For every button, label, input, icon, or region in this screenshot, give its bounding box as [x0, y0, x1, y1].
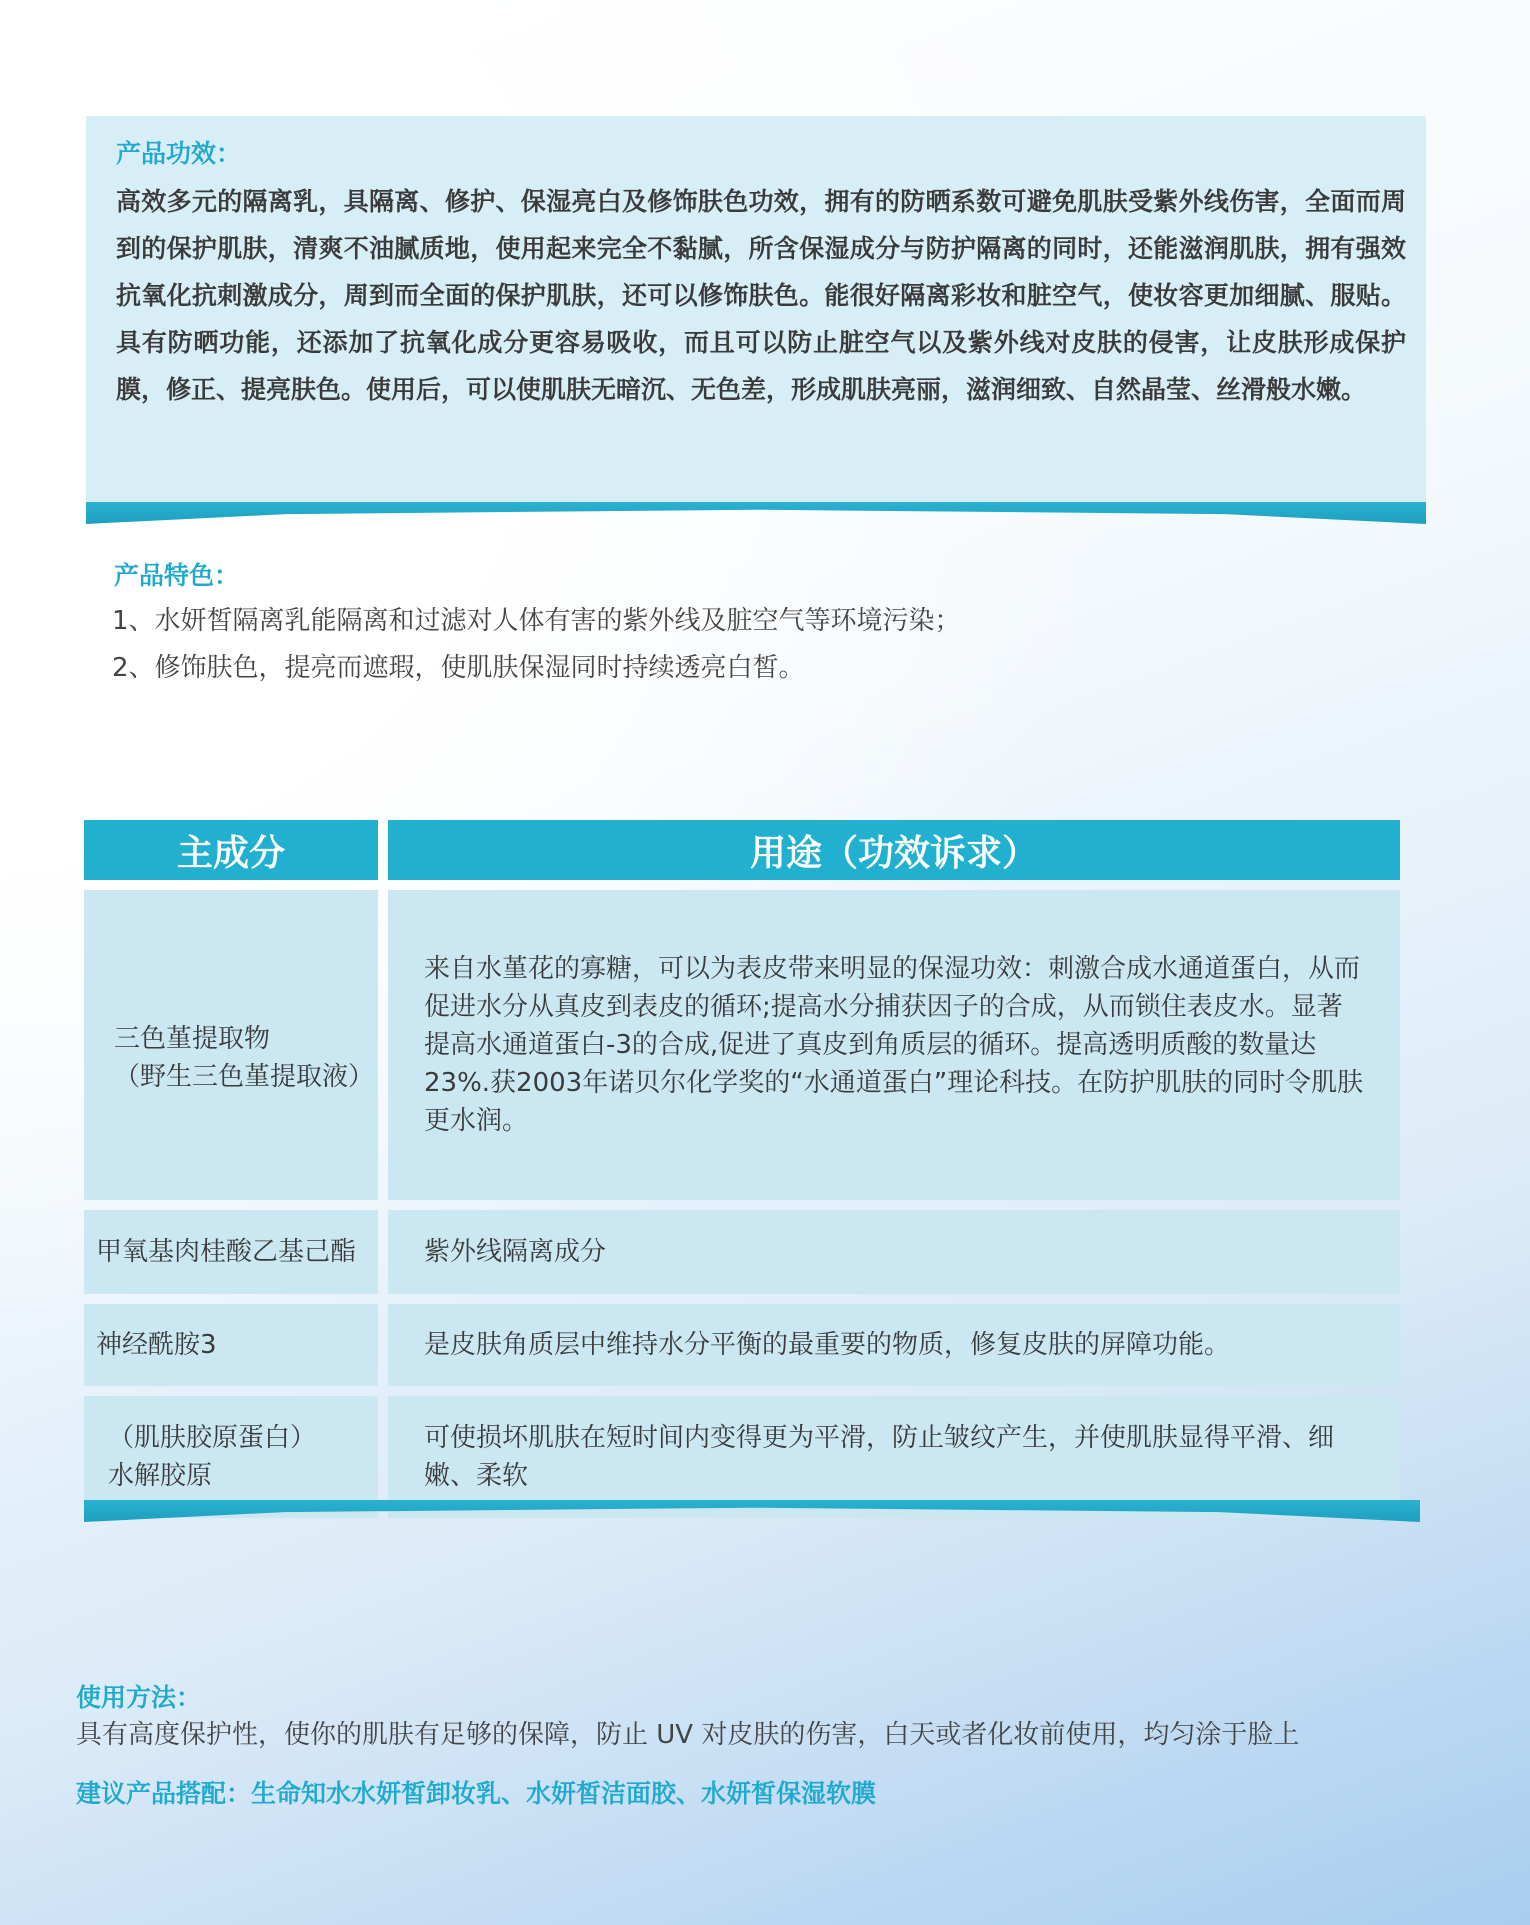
- ingredient-cell: [84, 1396, 378, 1518]
- efficacy-text: 高效多元的隔离乳，具隔离、修护、保湿亮白及修饰肤色功效，拥有的防晒系数可避免肌肤受紫外线伤害，全面而周到的保护肌肤，清爽不油腻质地，使用起来完全不黏腻，所含保湿成分与防护隔离的同时，还能滋润肌肤，拥有强效抗氧化抗刺激成分，周到而全面的保护肌肤，还可以修饰肤色。能很好隔离彩妆和脏空气，使妆容更加细腻、服贴。具有防晒功能，还添加了抗氧化成分更容易吸收，而且可以防止脏空气以及紫外线对皮肤的侵害，让皮肤形成保护膜，修正、提亮肤色。使用后，可以使肌肤无暗沉、无色差，形成肌肤亮丽，滋润细致、自然晶莹、丝滑般水嫩。: [116, 187, 1406, 404]
- ingredient-name: 水解胶原: [108, 1461, 213, 1491]
- ingredient-name: 三色堇提取物: [114, 1024, 271, 1054]
- ingredient-name: 神经酰胺3: [96, 1330, 217, 1360]
- usage-heading: 使用方法：: [76, 1683, 202, 1712]
- usage-cell: 紫外线隔离成分: [388, 1210, 1400, 1294]
- efficacy-heading: 产品功效：: [116, 139, 242, 168]
- usage-cell: 来自水堇花的寡糖，可以为表皮带来明显的保湿功效：刺激合成水通道蛋白，从而促进水分从真皮到表皮的循环;提高水分捕获因子的合成，从而锁住表皮水。显著提高水通道蛋白-3的合成,促进了真皮到角质层的循环。提高透明质酸的数量达23%.获2003年诺贝尔化学奖的“水通道蛋白”理论科技。在防护肌肤的同时令肌肤更水润。: [388, 890, 1400, 1200]
- table-row: [84, 890, 1400, 1200]
- ingredient-cell: [84, 890, 378, 1200]
- feature-item: 2、修饰肤色，提亮而遮瑕，使肌肤保湿同时持续透亮白皙。: [112, 653, 805, 683]
- header-ingredient: 主成分: [84, 820, 378, 880]
- features-heading: 产品特色：: [114, 561, 240, 590]
- ingredient-cell: [84, 1304, 378, 1386]
- usage-text: 具有高度保护性，使你的肌肤有足够的保障，防止 UV 对皮肤的伤害，白天或者化妆前使用，均匀涂于脸上: [76, 1720, 1300, 1750]
- ingredient-cell: [84, 1210, 378, 1294]
- header-usage: 用途（功效诉求）: [388, 820, 1400, 880]
- table-row: [84, 1304, 1400, 1386]
- usage-cell: 可使损坏肌肤在短时间内变得更为平滑，防止皱纹产生，并使肌肤显得平滑、细嫩、柔软: [388, 1396, 1400, 1518]
- panel-accent-bar: [86, 502, 1426, 524]
- features-list: [112, 598, 961, 692]
- feature-item: 1、水妍皙隔离乳能隔离和过滤对人体有害的紫外线及脏空气等环境污染；: [112, 606, 961, 636]
- ingredient-name: （野生三色堇提取液）: [114, 1062, 375, 1092]
- recommend-text: 建议产品搭配：生命知水水妍皙卸妆乳、水妍皙洁面胶、水妍皙保湿软膜: [76, 1779, 877, 1808]
- ingredient-table: [74, 810, 1410, 1528]
- ingredient-name: 甲氧基肉桂酸乙基己酯: [96, 1237, 357, 1267]
- table-row: [84, 1210, 1400, 1294]
- usage-cell: 是皮肤角质层中维持水分平衡的最重要的物质，修复皮肤的屏障功能。: [388, 1304, 1400, 1386]
- ingredient-name: （肌肤胶原蛋白）: [108, 1423, 317, 1453]
- table-row: [84, 1396, 1400, 1518]
